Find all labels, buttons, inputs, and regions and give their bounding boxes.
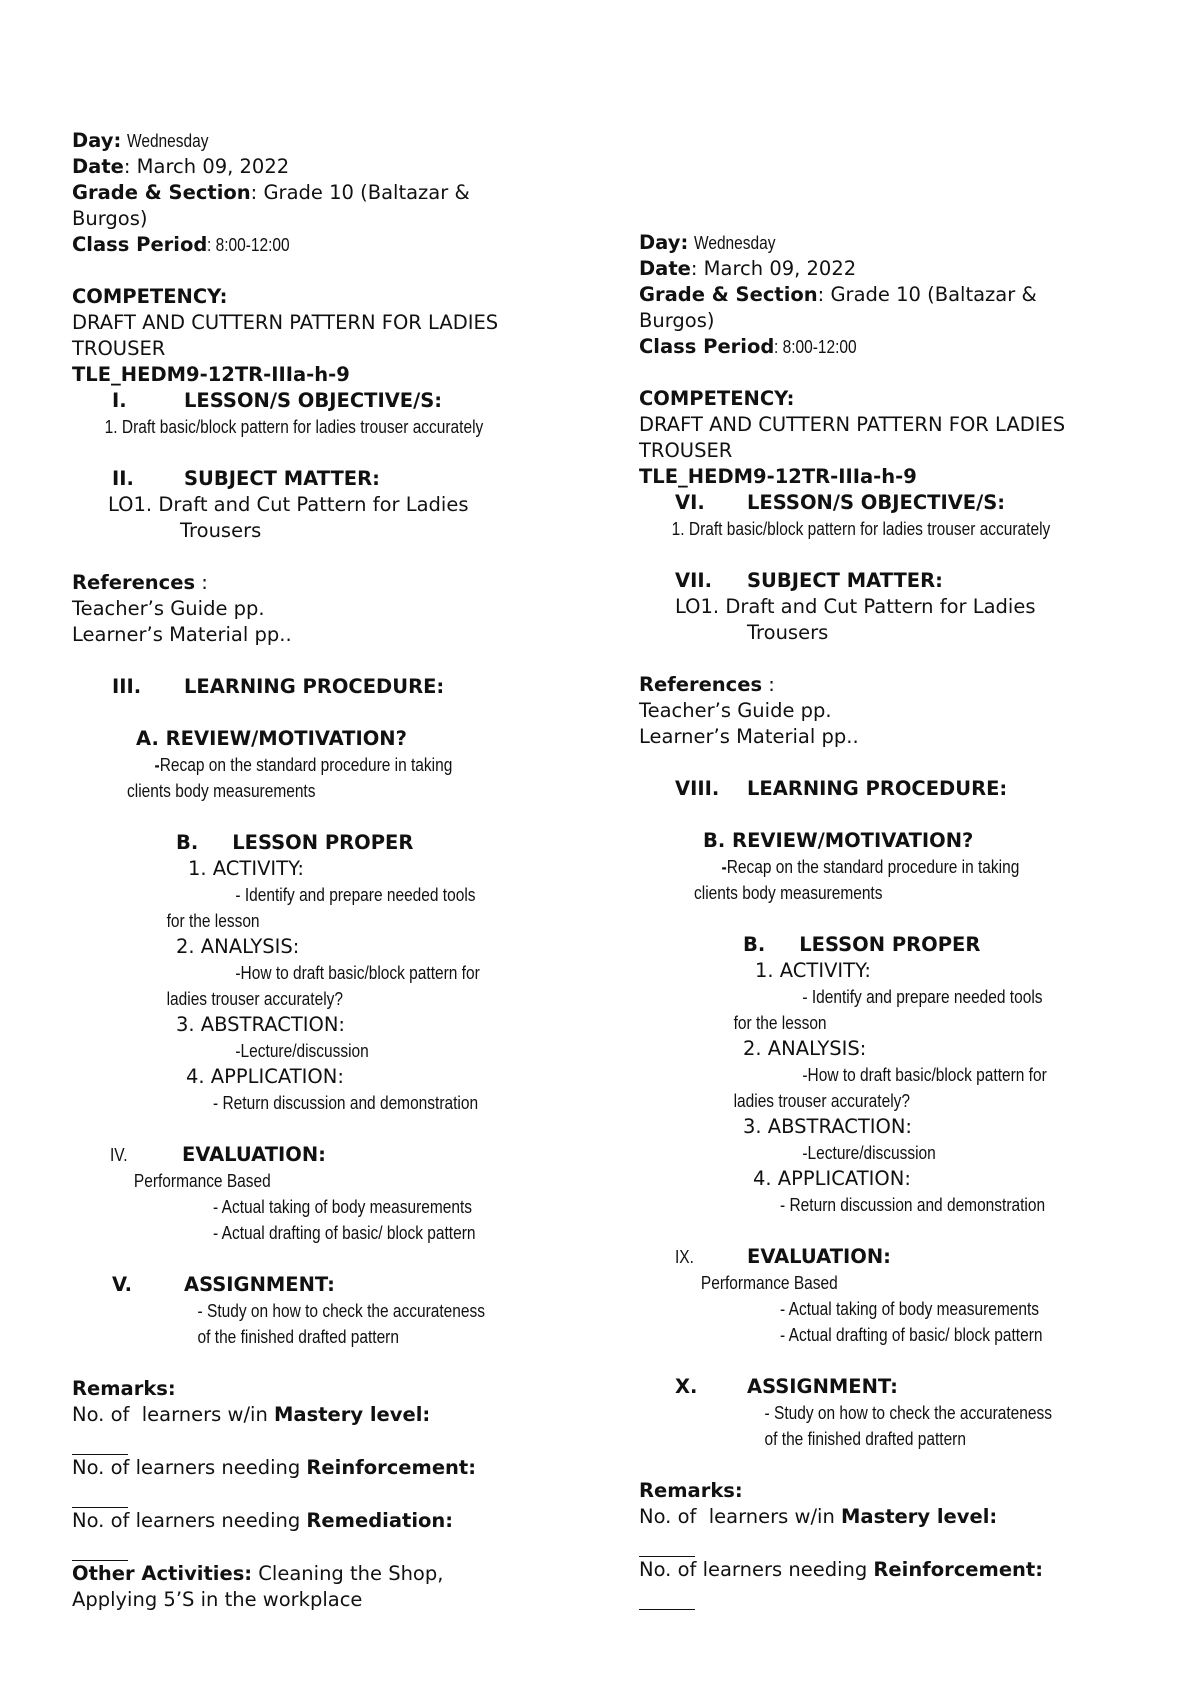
blank-line <box>72 1534 592 1561</box>
grade-value: : Grade 10 (Baltazar & <box>817 283 1037 306</box>
competency-heading: COMPETENCY: <box>639 387 795 410</box>
competency-heading: COMPETENCY: <box>72 285 228 308</box>
other-activities-value: Cleaning the Shop, <box>252 1562 444 1585</box>
reinforcement-text: No. of learners needing <box>72 1456 307 1479</box>
day-row <box>639 230 1159 256</box>
activity-label: 1. ACTIVITY: <box>188 857 304 880</box>
section-title: ASSIGNMENT: <box>184 1273 335 1296</box>
competency-line: TROUSER <box>639 439 733 462</box>
review-line: clients body measurements <box>127 781 316 801</box>
competency-line: DRAFT AND CUTTERN PATTERN FOR LADIES <box>72 311 499 334</box>
period-label: Class Period <box>72 233 208 256</box>
activity-line: - Identify and prepare needed tools <box>802 987 1043 1007</box>
grade-label: Grade & Section <box>639 283 818 306</box>
mastery-label: Mastery level: <box>841 1505 998 1528</box>
review-heading: A. REVIEW/MOTIVATION? <box>136 727 407 750</box>
section-number: VII. <box>675 569 713 592</box>
date-label: Date <box>639 257 691 280</box>
section-number: III. <box>112 675 142 698</box>
review-dash: - <box>154 755 160 775</box>
answer-blank[interactable] <box>72 1481 128 1508</box>
blank-line <box>639 1583 1159 1610</box>
assignment-line: of the finished drafted pattern <box>197 1327 399 1347</box>
mastery-row <box>639 1504 1159 1530</box>
references-colon: : <box>762 673 775 696</box>
application-label: 4. APPLICATION: <box>186 1065 344 1088</box>
competency-code: TLE_HEDM9-12TR-IIIa-h-9 <box>72 363 350 386</box>
activity-label: 1. ACTIVITY: <box>755 959 871 982</box>
other-activities-row <box>72 1561 592 1587</box>
mastery-text: No. of learners w/in <box>72 1403 275 1426</box>
section-number: I. <box>112 389 127 412</box>
reinforcement-label: Reinforcement: <box>306 1456 477 1479</box>
evaluation-heading <box>72 1142 592 1168</box>
period-row <box>639 334 1159 360</box>
day-row <box>72 128 592 154</box>
mastery-label: Mastery level: <box>274 1403 431 1426</box>
evaluation-type: Performance Based <box>133 1171 271 1191</box>
application-label: 4. APPLICATION: <box>753 1167 911 1190</box>
analysis-line: -How to draft basic/block pattern for <box>802 1065 1047 1085</box>
assignment-line: - Study on how to check the accurateness <box>764 1403 1052 1423</box>
section-title: SUBJECT MATTER: <box>184 467 380 490</box>
section-title: LESSON/S OBJECTIVE/S: <box>184 389 443 412</box>
activity-line: for the lesson <box>166 911 260 931</box>
subject-heading <box>639 568 1159 594</box>
references-colon: : <box>195 571 208 594</box>
date-label: Date <box>72 155 124 178</box>
section-number: IV. <box>110 1145 128 1165</box>
section-number: V. <box>112 1273 132 1296</box>
section-number: II. <box>112 467 134 490</box>
references-label: References <box>639 673 763 696</box>
period-value: : 8:00-12:00 <box>207 235 290 255</box>
procedure-heading <box>72 674 592 700</box>
day-value: Wednesday <box>127 131 209 151</box>
competency-code: TLE_HEDM9-12TR-IIIa-h-9 <box>639 465 917 488</box>
section-title: LEARNING PROCEDURE: <box>747 777 1008 800</box>
evaluation-heading <box>639 1244 1159 1270</box>
other-activities-line: Applying 5’S in the workplace <box>72 1588 363 1611</box>
section-title: LESSON/S OBJECTIVE/S: <box>747 491 1006 514</box>
grade-row-cont: Burgos) <box>72 207 148 230</box>
section-title: LEARNING PROCEDURE: <box>184 675 445 698</box>
review-dash: - <box>721 857 727 877</box>
objective-item: 1. Draft basic/block pattern for ladies trouser accurately <box>104 417 484 437</box>
assignment-line: of the finished drafted pattern <box>764 1429 966 1449</box>
analysis-line: -How to draft basic/block pattern for <box>235 963 480 983</box>
lesson-plan-left <box>72 128 592 1613</box>
review-line <box>639 854 1086 880</box>
section-number: X. <box>675 1375 698 1398</box>
day-value: Wednesday <box>694 233 776 253</box>
answer-blank[interactable] <box>72 1534 128 1561</box>
objectives-heading <box>72 388 592 414</box>
date-value: : March 09, 2022 <box>690 257 857 280</box>
evaluation-type: Performance Based <box>700 1273 838 1293</box>
reference-item: Teacher’s Guide pp. <box>639 699 832 722</box>
references-label: References <box>72 571 196 594</box>
procedure-heading <box>639 776 1159 802</box>
remediation-row <box>72 1508 592 1534</box>
mastery-row <box>72 1402 592 1428</box>
subject-heading <box>72 466 592 492</box>
reinforcement-label: Reinforcement: <box>873 1558 1044 1581</box>
grade-row <box>639 282 1159 308</box>
grade-value: : Grade 10 (Baltazar & <box>250 181 470 204</box>
analysis-label: 2. ANALYSIS: <box>176 935 300 958</box>
grade-label: Grade & Section <box>72 181 251 204</box>
competency-line: TROUSER <box>72 337 166 360</box>
subject-line: LO1. Draft and Cut Pattern for Ladies <box>108 493 469 516</box>
analysis-line: ladies trouser accurately? <box>166 989 343 1009</box>
analysis-label: 2. ANALYSIS: <box>743 1037 867 1060</box>
grade-row-cont: Burgos) <box>639 309 715 332</box>
activity-line: for the lesson <box>733 1013 827 1033</box>
section-number: IX. <box>675 1247 694 1267</box>
section-title: EVALUATION: <box>182 1143 326 1166</box>
lesson-proper-heading: B. LESSON PROPER <box>743 933 981 956</box>
day-label: Day: <box>639 231 689 254</box>
review-line <box>72 752 519 778</box>
abstraction-label: 3. ABSTRACTION: <box>176 1013 346 1036</box>
day-label: Day: <box>72 129 122 152</box>
evaluation-item: - Actual taking of body measurements <box>780 1299 1040 1319</box>
answer-blank[interactable] <box>639 1530 695 1557</box>
section-title: EVALUATION: <box>747 1245 891 1268</box>
blank-line <box>639 1530 1159 1557</box>
evaluation-item: - Actual taking of body measurements <box>213 1197 473 1217</box>
analysis-line: ladies trouser accurately? <box>733 1091 910 1111</box>
date-row <box>639 256 1159 282</box>
subject-line: LO1. Draft and Cut Pattern for Ladies <box>675 595 1036 618</box>
lesson-proper-heading: B. LESSON PROPER <box>176 831 414 854</box>
activity-line: - Identify and prepare needed tools <box>235 885 476 905</box>
section-title: SUBJECT MATTER: <box>747 569 943 592</box>
reference-item: Teacher’s Guide pp. <box>72 597 265 620</box>
period-row <box>72 232 592 258</box>
abstraction-line: -Lecture/discussion <box>802 1143 936 1163</box>
assignment-heading <box>72 1272 592 1298</box>
blank-line <box>72 1428 592 1455</box>
date-value: : March 09, 2022 <box>123 155 290 178</box>
evaluation-item: - Actual drafting of basic/ block pattern <box>213 1223 476 1243</box>
review-text: Recap on the standard procedure in taking <box>726 857 1020 877</box>
mastery-text: No. of learners w/in <box>639 1505 842 1528</box>
remediation-label: Remediation: <box>306 1509 454 1532</box>
abstraction-label: 3. ABSTRACTION: <box>743 1115 913 1138</box>
lesson-plan-right <box>639 230 1159 1610</box>
review-line: clients body measurements <box>694 883 883 903</box>
section-number: VI. <box>675 491 705 514</box>
answer-blank[interactable] <box>639 1583 695 1610</box>
reference-item: Learner’s Material pp.. <box>72 623 292 646</box>
objective-item: 1. Draft basic/block pattern for ladies trouser accurately <box>671 519 1051 539</box>
answer-blank[interactable] <box>72 1428 128 1455</box>
section-title: ASSIGNMENT: <box>747 1375 898 1398</box>
reinforcement-row <box>639 1557 1159 1583</box>
competency-line: DRAFT AND CUTTERN PATTERN FOR LADIES <box>639 413 1066 436</box>
blank-line <box>72 1481 592 1508</box>
review-heading: B. REVIEW/MOTIVATION? <box>703 829 974 852</box>
evaluation-item: - Actual drafting of basic/ block pattern <box>780 1325 1043 1345</box>
reinforcement-text: No. of learners needing <box>639 1558 874 1581</box>
remediation-text: No. of learners needing <box>72 1509 307 1532</box>
review-text: Recap on the standard procedure in taking <box>159 755 453 775</box>
reference-item: Learner’s Material pp.. <box>639 725 859 748</box>
period-value: : 8:00-12:00 <box>774 337 857 357</box>
remarks-heading: Remarks: <box>639 1479 743 1502</box>
references-heading <box>72 570 592 596</box>
assignment-line: - Study on how to check the accurateness <box>197 1301 485 1321</box>
remarks-heading: Remarks: <box>72 1377 176 1400</box>
grade-row <box>72 180 592 206</box>
abstraction-line: -Lecture/discussion <box>235 1041 369 1061</box>
application-line: - Return discussion and demonstration <box>213 1093 479 1113</box>
date-row <box>72 154 592 180</box>
assignment-heading <box>639 1374 1159 1400</box>
subject-line: Trousers <box>747 621 829 644</box>
references-heading <box>639 672 1159 698</box>
reinforcement-row <box>72 1455 592 1481</box>
objectives-heading <box>639 490 1159 516</box>
section-number: VIII. <box>675 777 720 800</box>
application-line: - Return discussion and demonstration <box>780 1195 1046 1215</box>
period-label: Class Period <box>639 335 775 358</box>
other-activities-label: Other Activities: <box>72 1562 253 1585</box>
subject-line: Trousers <box>180 519 262 542</box>
